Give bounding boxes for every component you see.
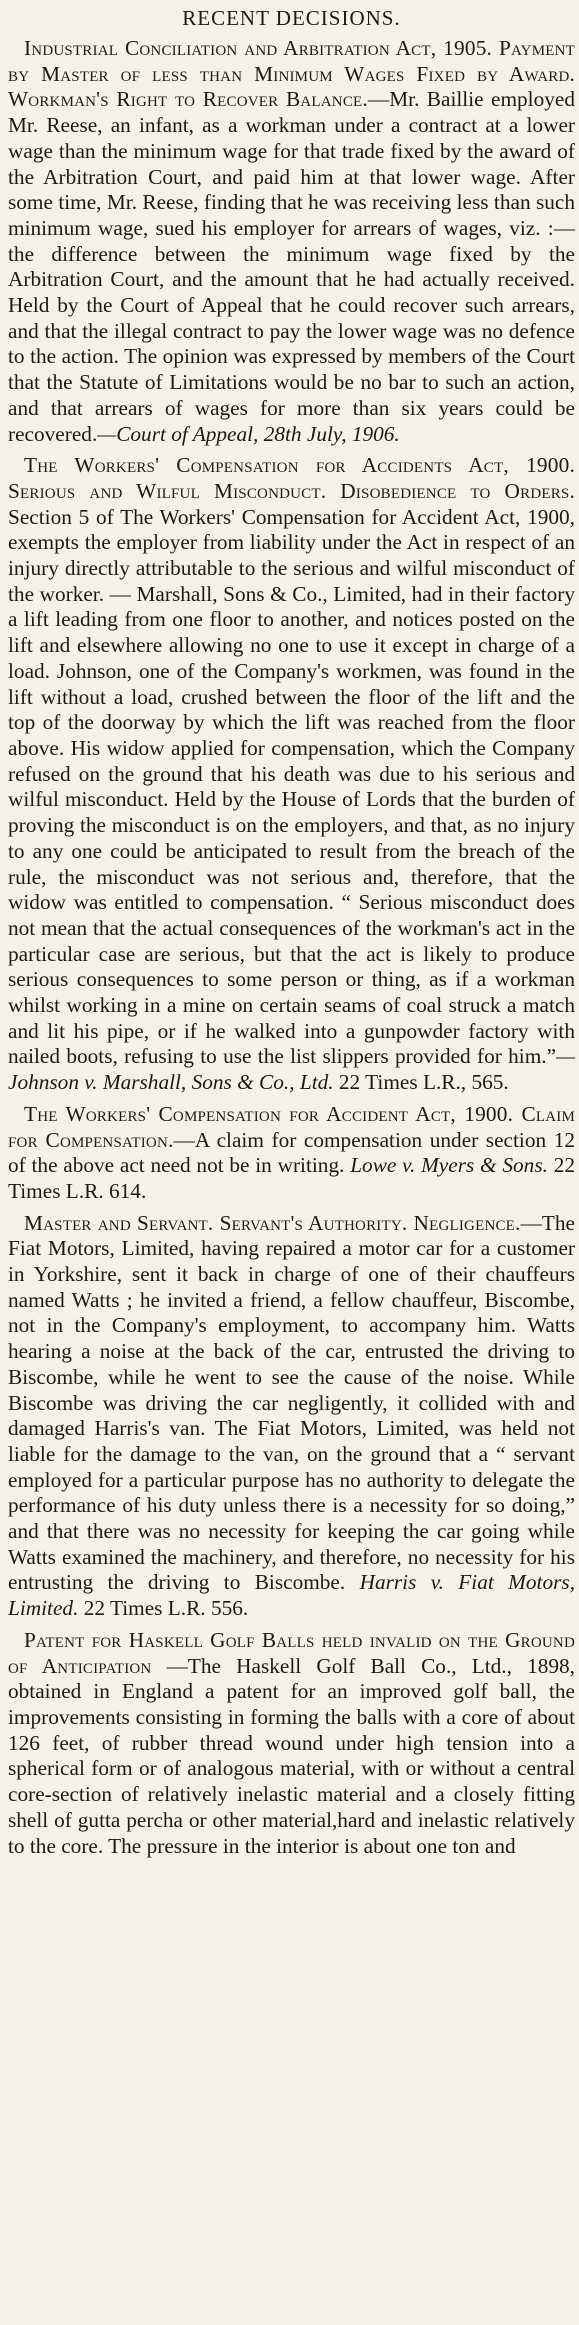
case-reference: 22 Times L.R., 565.: [333, 1070, 509, 1095]
case-paragraph: [8, 36, 575, 447]
case-paragraph: [8, 1628, 575, 1859]
case-reference: 22 Times L.R. 614.: [8, 1153, 575, 1203]
case-heading: Master and Servant. Servant's Authority. Negligence.: [24, 1210, 521, 1235]
case-haskell-golf-balls: [8, 1628, 575, 1859]
case-reference: 22 Times L.R. 556.: [78, 1596, 249, 1621]
case-citation: Harris v. Fiat Motors, Limited.: [8, 1570, 576, 1621]
case-body: —The Fiat Motors, Limited, having repaired a motor car for a customer in Yorkshire, sent it back in charge of one of their chauffeurs named Watts ; he invited a friend, a fellow chauffeur, Biscombe, not in the Company's employment, to accompany him. Watts hearing a noise at the back of the car, entrusted the driving to Biscombe, while he went to see the cause of the noise. While Biscombe was driving the car negligently, it collided with and damaged Harris's van. The Fiat Motors, Limited, was held not liable for the damage to the van, on the ground that a “ servant employed for a particular purpose has no authority to delegate the performance of his duty unless there is a necessity for so doing,” and that there was no necessity for keeping the car going while Watts examined the machinery, and therefore, no necessity for his entrusting the driving to Biscombe.: [8, 1210, 575, 1595]
case-workers-compensation-claim: [8, 1102, 575, 1205]
case-citation: Lowe v. Myers & Sons.: [350, 1153, 548, 1178]
case-paragraph: [8, 1211, 575, 1622]
case-body: —Mr. Baillie employed Mr. Reese, an infant, as a workman under a contract at a lower wage than the minimum wage for that trade fixed by the award of the Arbitration Court, and paid him at that lower wage. After some time, Mr. Reese, finding that he was receiving less than such minimum wage, sued his employer for arrears of wages, viz. :— the difference between the minimum wage fixed by the Arbitration Court, and the amount that he had actually received. Held by the Court of Appeal that he could recover such arrears, and that the illegal contract to pay the lower wage was no defence to the action. The opinion was expressed by members of the Court that the Statute of Limitations would be no bar to such an action, and that arrears of wages for more than six years could be recovered.: [8, 87, 575, 446]
case-citation: —Johnson v. Marshall, Sons & Co., Ltd.: [8, 1044, 575, 1095]
case-paragraph: [8, 453, 575, 1096]
case-citation: —Court of Appeal, 28th July, 1906.: [97, 421, 400, 446]
case-body: Section 5 of The Workers' Compensation for Accident Act, 1900, exempts the employer from liability under the Act in respect of an injury directly attributable to the serious and wilful misconduct of the worker. — Marshall, Sons & Co., Limited, had in their factory a lift leading from one floor to another, and notices posted on the lift and elsewhere allowing no one to use it except in charge of a load. Johnson, one of the Company's workmen, was found in the lift without a load, crushed between the floor of the lift and the top of the doorway by which the lift was reached from the floor above. His widow applied for compensation, which the Company refused on the ground that his death was due to his serious and wilful misconduct. Held by the House of Lords that the burden of proving the misconduct is on the employers, and that, as no injury to any one could be anticipated to result from the breach of the rule, the misconduct was not serious and, therefore, that the widow was entitled to compensation. “ Serious misconduct does not mean that the actual consequences of the workman's act in the particular case are serious, but that the act is likely to produce serious consequences to some person or thing, as if a workman whilst working in a mine on certain seams of coal struck a match and lit his pipe, or if he walked into a gunpowder factory with nailed boots, refusing to use the list slippers provided for him.”: [8, 504, 575, 1069]
case-heading: Industrial Conciliation and Arbitration Act, 1905. Payment by Master of less than Minimum Wages Fixed by Award. Workman's Right to Recover Balance.: [8, 36, 575, 112]
page-heading: RECENT DECISIONS.: [182, 6, 401, 30]
case-workers-compensation-misconduct: [8, 453, 575, 1096]
case-heading: The Workers' Compensation for Accidents Act, 1900. Serious and Wilful Misconduct. Disobedience to Orders.: [8, 453, 575, 503]
case-body: —A claim for compensation under section 12 of the above act need not be in writing.: [8, 1127, 575, 1178]
case-industrial-conciliation: [8, 36, 575, 447]
case-heading: The Workers' Compensation for Accident Act, 1900. Claim for Compensation.: [8, 1101, 575, 1152]
case-master-and-servant: [8, 1211, 575, 1622]
case-body: —The Haskell Golf Ball Co., Ltd., 1898, obtained in England a patent for an improved golf ball, the improvements consisting in forming the balls with a core of about 126 feet, of rubber thread wound under high tension into a spherical form or of analogous material, with or without a central core-section of relatively inelastic material and a closely fitting shell of gutta percha or other material,hard and inelastic relatively to the core. The pressure in the interior is about one ton and: [8, 1653, 576, 1858]
case-paragraph: [8, 1102, 575, 1205]
case-heading: Patent for Haskell Golf Balls held invalid on the Ground of Anticipation: [8, 1627, 575, 1678]
